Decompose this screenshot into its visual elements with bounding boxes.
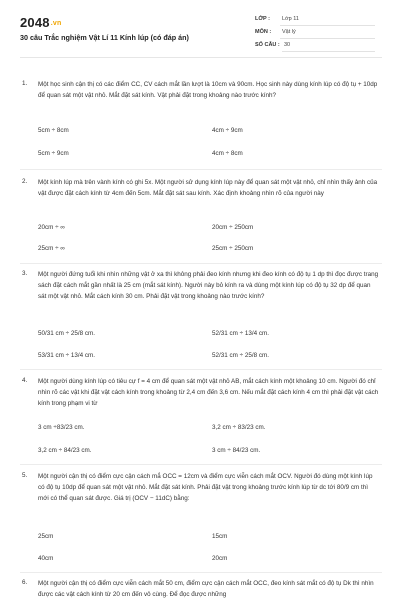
logo-suffix: .vn <box>50 20 62 27</box>
question-text: Một người dùng kính lúp có tiêu cự f = 4 cm để quan sát một vật nhỏ AB, mắt cách kính một khoảng 10 cm. Người đó chỉ nhìn rõ các vật khi đặt vật cách kính trong khoảng từ 2,4 cm đến 3,6 cm. Nếu mắt đặt cách kính 4 cm thì phải đặt vật cách kính trong phạm vi từ <box>38 378 379 407</box>
option-a[interactable]: 20cm ÷ ∞ <box>38 224 65 231</box>
question-text: Một kính lúp mà trên vành kính có ghi 5x. Một người sử dụng kính lúp này để quan sát một vật nhỏ, chỉ nhìn thấy ảnh của vật được đặt cách kính từ 4cm đến 5cm. Mắt đặt sát sau kính. Xác định khoảng nhìn rõ của người này <box>38 179 378 197</box>
question-separator <box>20 169 382 170</box>
option-c[interactable]: 25cm ÷ ∞ <box>38 245 65 252</box>
header-divider <box>20 57 382 58</box>
option-a[interactable]: 5cm ÷ 8cm <box>38 127 69 134</box>
question-separator <box>20 263 382 264</box>
option-c[interactable]: 5cm ÷ 9cm <box>38 150 69 157</box>
question-separator <box>20 572 382 573</box>
question-number: 2. <box>22 178 28 185</box>
question-text: Một học sinh cận thị có các điểm CC, CV cách mắt lần lượt là 10cm và 90cm. Học sinh này dùng kính lúp có độ tụ + 10dp để quan sát một vật nhỏ. Mắt đặt sát kính. Vật phải đặt trong khoảng nào trước kính? <box>38 81 378 99</box>
option-a[interactable]: 25cm <box>38 533 54 540</box>
question-number: 4. <box>22 377 28 384</box>
meta-subject-key: MÔN : <box>255 29 272 35</box>
meta-count-key: SỐ CÂU : <box>255 42 280 48</box>
meta-underline <box>280 25 375 26</box>
option-d[interactable]: 3 cm ÷ 84/23 cm. <box>212 447 261 454</box>
page-title: 30 câu Trắc nghiệm Vật Lí 11 Kính lúp (có đáp án) <box>20 33 189 42</box>
option-a[interactable]: 50/31 cm ÷ 25/8 cm. <box>38 330 96 337</box>
question-separator <box>20 369 382 370</box>
question-number: 5. <box>22 472 28 479</box>
option-d[interactable]: 20cm <box>212 555 228 562</box>
question-text: Một người cận thị có điểm cực cận cách mắ OCC = 12cm và điểm cực viễn cách mắt OCV. Người đó dùng một kính lúp có độ tụ 10dp để quan sát một vật nhỏ. Mắt đặt sát kính. Phải đặt vật trong khoảng trước kính lúp từ dc tới 80/9 cm thì mới có thể quan sát được. Giá trị (OCV − 11dC) bằng: <box>38 473 373 502</box>
meta-count-value: 30 <box>284 42 291 48</box>
question-text: Một người cận thị có điểm cực viễn cách mắt 50 cm, điểm cực cận cách mắt OCC, đeo kính sát mắt có độ tụ Dk thì nhìn được các vật cách kính từ 20 cm đến vô cùng. Để đọc được những <box>38 580 374 598</box>
option-c[interactable]: 40cm <box>38 555 54 562</box>
meta-class-key: LỚP : <box>255 16 270 22</box>
option-a[interactable]: 3 cm ÷83/23 cm. <box>38 424 85 431</box>
meta-underline <box>282 51 375 52</box>
logo-number: 2048 <box>20 15 50 30</box>
question-separator <box>20 464 382 465</box>
question-number: 3. <box>22 270 28 277</box>
site-logo[interactable] <box>20 15 61 30</box>
option-d[interactable]: 4cm ÷ 8cm <box>212 150 243 157</box>
option-b[interactable]: 15cm <box>212 533 228 540</box>
meta-class-value: Lớp 11 <box>282 16 299 22</box>
option-c[interactable]: 53/31 cm ÷ 13/4 cm. <box>38 352 96 359</box>
question-number: 1. <box>22 80 28 87</box>
option-b[interactable]: 4cm ÷ 9cm <box>212 127 243 134</box>
question-number: 6. <box>22 579 28 586</box>
option-d[interactable]: 52/31 cm ÷ 25/8 cm. <box>212 352 270 359</box>
question-text: Một người đứng tuổi khi nhìn những vật ở xa thì không phải đeo kính nhưng khi đeo kính có độ tụ 1 dp thì đọc được trang sách đặt cách mắt gần nhất là 25 cm (mắt sát kính). Người này bỏ kính ra và dùng một kính lúp có độ tụ 32 dp để quan sát một vật nhỏ. Mắt cách kính 30 cm. Phải đặt vật trong khoảng nào trước kính? <box>38 271 379 300</box>
meta-underline <box>280 38 375 39</box>
option-b[interactable]: 3,2 cm ÷ 83/23 cm. <box>212 424 266 431</box>
option-c[interactable]: 3,2 cm ÷ 84/23 cm. <box>38 447 92 454</box>
document-header <box>0 0 400 66</box>
option-b[interactable]: 20cm ÷ 250cm <box>212 224 254 231</box>
option-d[interactable]: 25cm ÷ 250cm <box>212 245 254 252</box>
meta-subject-value: Vật lý <box>282 29 296 35</box>
option-b[interactable]: 52/31 cm ÷ 13/4 cm. <box>212 330 270 337</box>
